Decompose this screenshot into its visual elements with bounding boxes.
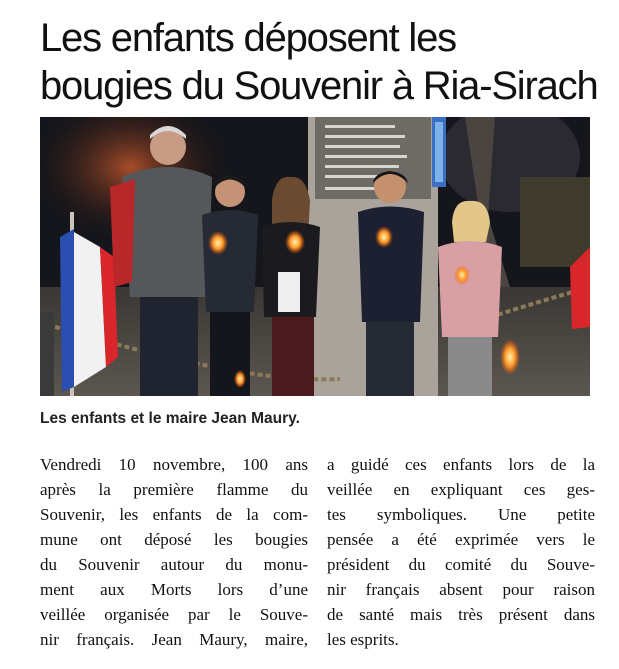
headline-line-2: bougies du Souvenir à Ria-Sirach — [40, 64, 598, 108]
body-line: veillée en expliquant ces ges- — [327, 480, 595, 499]
article-photo — [40, 117, 590, 396]
body-line: tes symboliques. Une petite — [327, 505, 595, 524]
body-line: Souvenir, les enfants de la com- — [40, 505, 308, 524]
body-line: les esprits. — [327, 630, 399, 649]
body-line: mune ont déposé les bougies — [40, 530, 308, 549]
article-body-column-left — [40, 452, 308, 652]
body-line: a guidé ces enfants lors de la — [327, 455, 595, 474]
body-line: ment aux Morts lors d’une — [40, 580, 308, 599]
photo-illustration — [40, 117, 590, 396]
body-line: de santé mais très présent dans — [327, 605, 595, 624]
article-body-column-right — [327, 452, 595, 652]
photo-caption: Les enfants et le maire Jean Maury. — [40, 410, 300, 427]
headline — [40, 14, 610, 110]
headline-line-1: Les enfants déposent les — [40, 16, 456, 60]
body-line: après la première flamme du — [40, 480, 308, 499]
body-line: président du comité du Souve- — [327, 555, 595, 574]
body-line: nir français absent pour raison — [327, 580, 595, 599]
body-line: Vendredi 10 novembre, 100 ans — [40, 455, 308, 474]
body-line: nir français. Jean Maury, maire, — [40, 630, 308, 649]
body-line: du Souvenir autour du monu- — [40, 555, 308, 574]
body-line: veillée organisée par le Souve- — [40, 605, 308, 624]
body-line: pensée a été exprimée vers le — [327, 530, 595, 549]
